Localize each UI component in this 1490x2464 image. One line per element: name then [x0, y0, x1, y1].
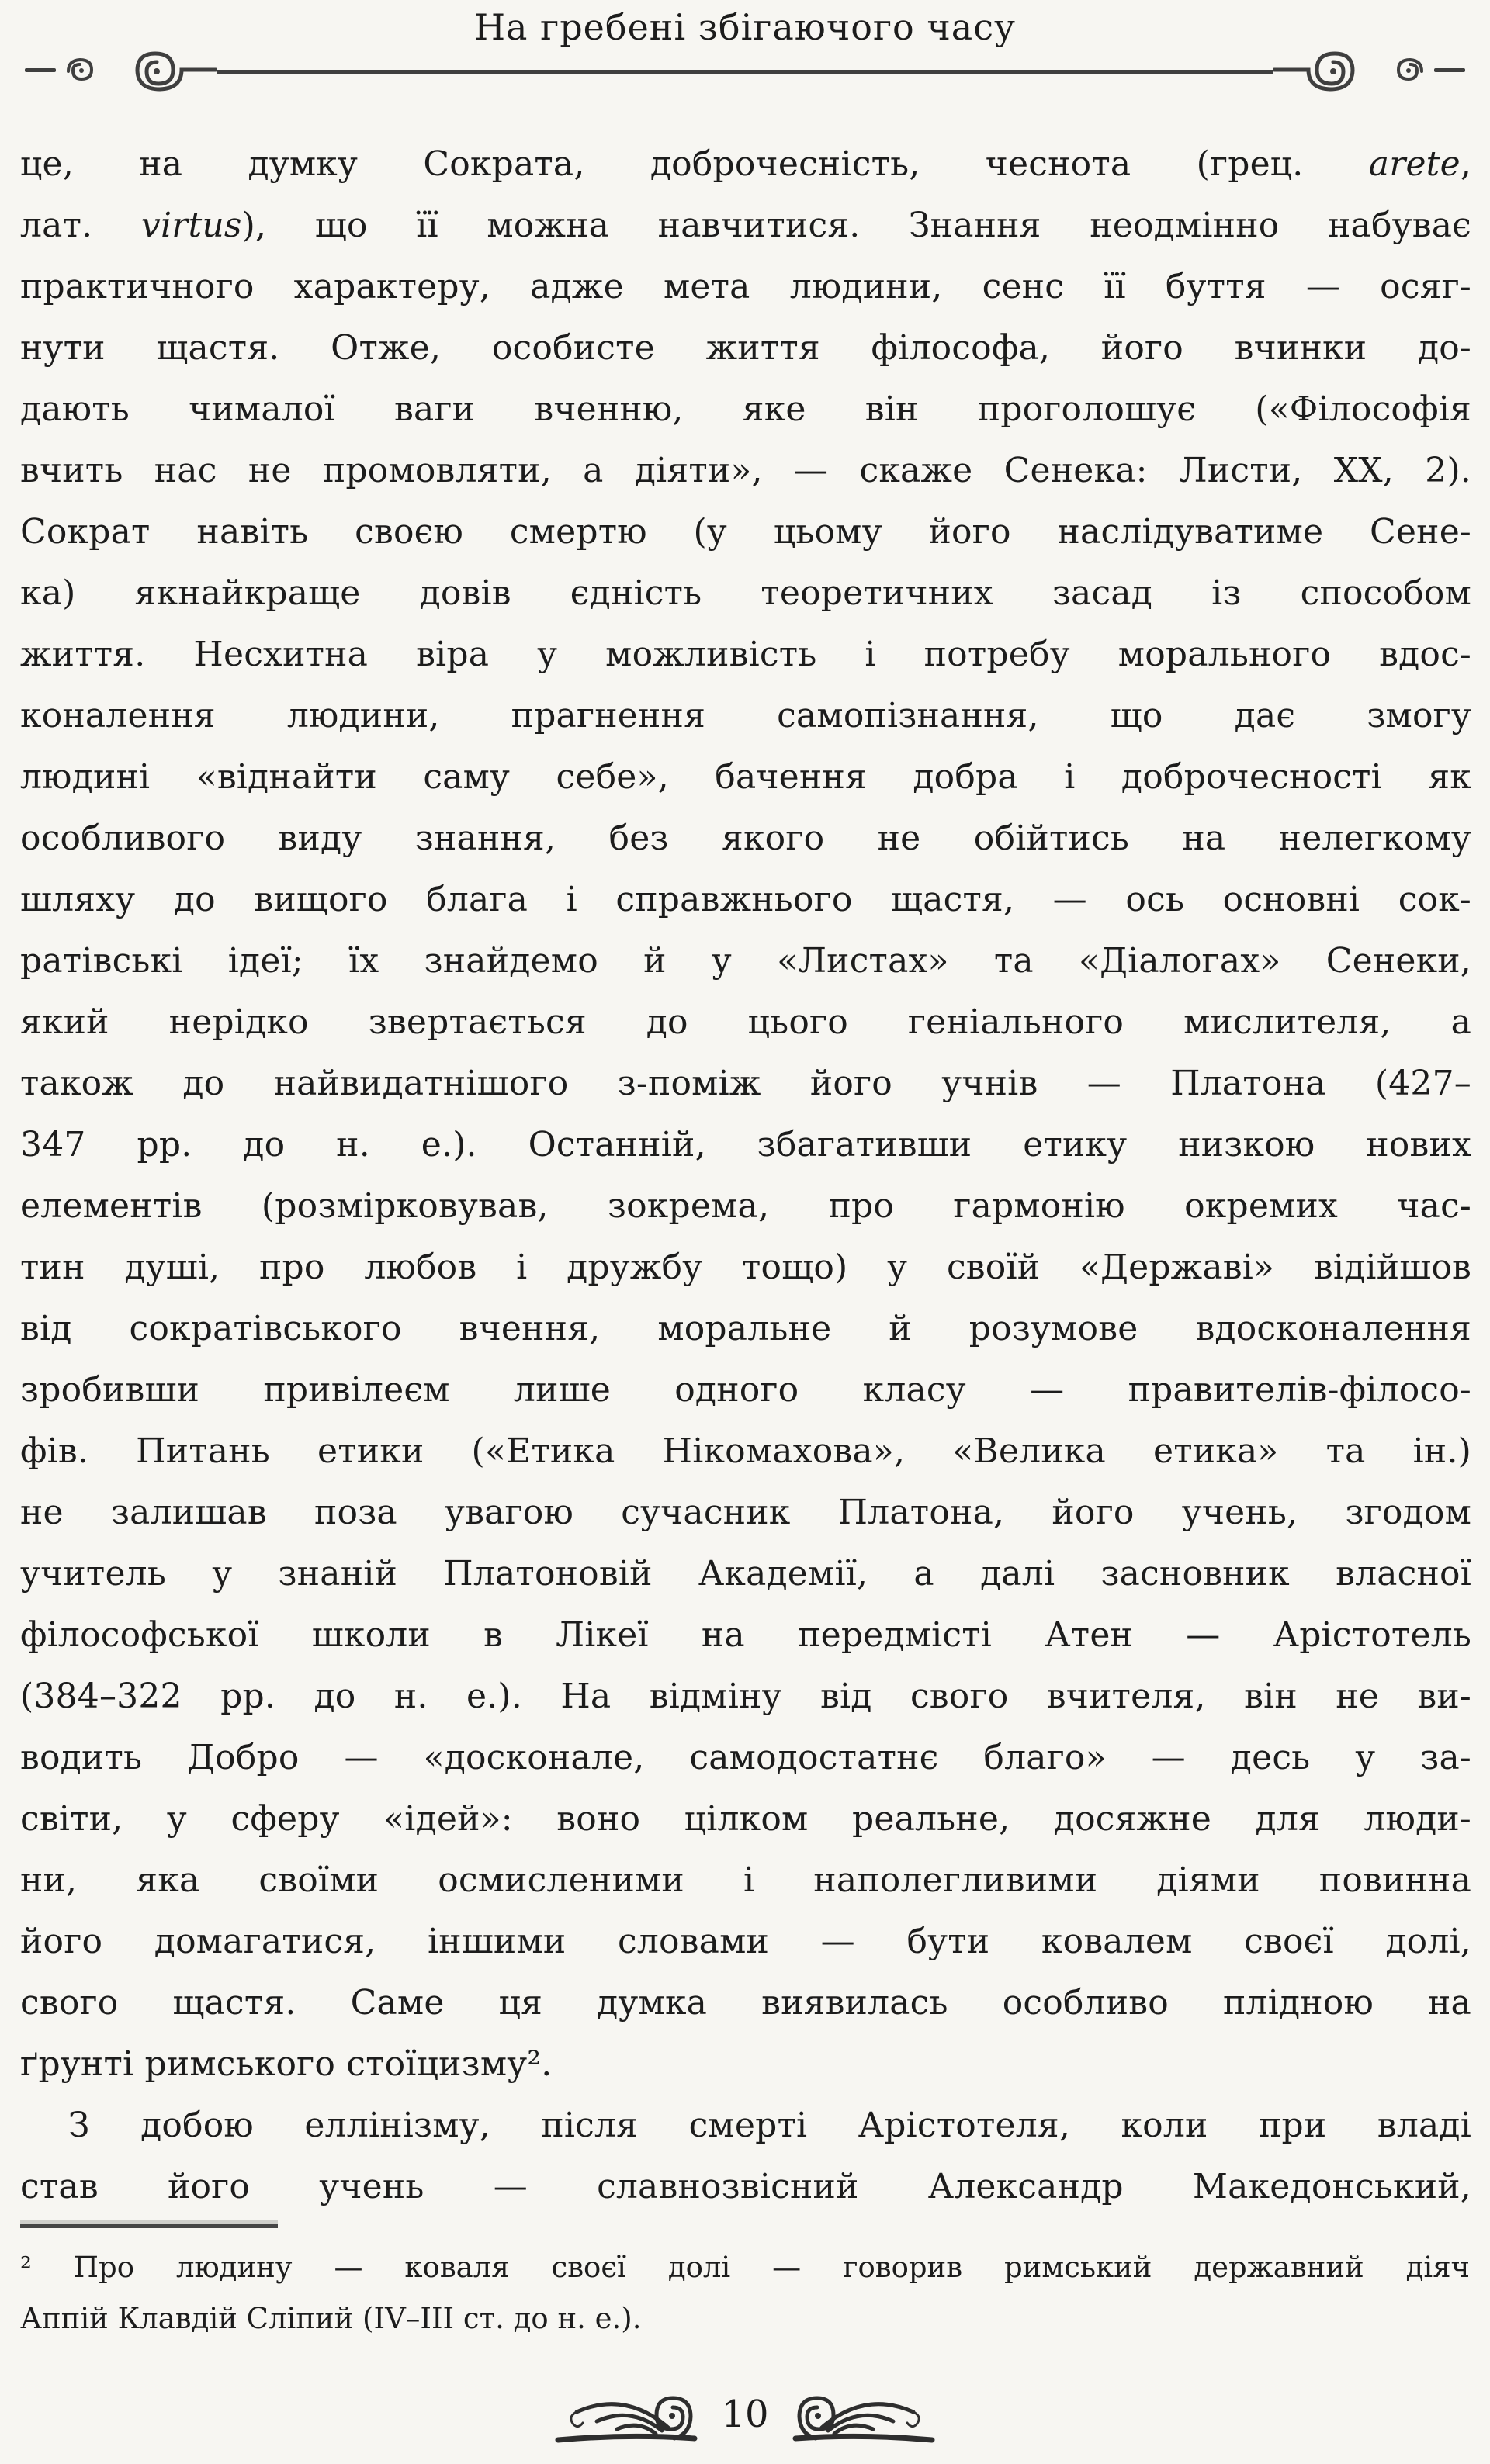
- body-line: став його учень — славнозвісний Александр Македонський,: [20, 2167, 1471, 2206]
- body-line: який нерідко звертається до цього геніального мислителя, а: [20, 1002, 1471, 1042]
- body-line: не залишав поза увагою сучасник Платона, його учень, згодом: [20, 1493, 1471, 1532]
- body-line: зробивши привілеєм лише одного класу — правителів-філосо-: [20, 1370, 1471, 1410]
- body-text: [20, 133, 1471, 2217]
- body-line: вчить нас не промовляти, а діяти», — скаже Сенека: Листи, XX, 2).: [20, 451, 1471, 490]
- header-rule: [23, 48, 1467, 95]
- body-line: світи, у сферу «ідей»: воно цілком реальне, досяжне для люди-: [20, 1799, 1471, 1839]
- body-line: (384–322 рр. до н. е.). На відміну від свого вчителя, він не ви-: [20, 1677, 1471, 1716]
- footnote-rule: [20, 2220, 278, 2228]
- page-footer: [0, 2376, 1490, 2453]
- footnote-line: ² Про людину — коваля своєї долі — говорив римський державний діяч: [20, 2251, 1470, 2284]
- body-line: шляху до вищого блага і справжнього щастя, — ось основні сок-: [20, 880, 1471, 919]
- footnote: [20, 2242, 1470, 2345]
- body-line: ратівські ідеї; їх знайдемо й у «Листах» та «Діалогах» Сенеки,: [20, 941, 1471, 981]
- body-line: від сократівського вчення, моральне й розумове вдосконалення: [20, 1309, 1471, 1348]
- body-line: нути щастя. Отже, особисте життя філософа, його вчинки до-: [20, 328, 1471, 368]
- body-line: ка) якнайкраще довів єдність теоретичних засад із способом: [20, 573, 1471, 613]
- body-line: коналення людини, прагнення самопізнання, що дає змогу: [20, 696, 1471, 735]
- body-line: філософської школи в Лікеї на передмісті Атен — Арістотель: [20, 1615, 1471, 1655]
- body-line: ґрунті римського стоїцизму².: [20, 2044, 553, 2084]
- body-line: елементів (розмірковував, зокрема, про гармонію окремих час-: [20, 1186, 1471, 1226]
- body-line: також до найвидатнішого з-поміж його учнів — Платона (427–: [20, 1064, 1471, 1103]
- body-line: ни, яка своїми осмисленими і наполегливими діями повинна: [20, 1860, 1471, 1900]
- body-line: фів. Питань етики («Етика Нікомахова», «Велика етика» та ін.): [20, 1431, 1471, 1471]
- body-line: дають чималої ваги вченню, яке він проголошує («Філософія: [20, 389, 1471, 429]
- body-line: Сократ навіть своєю смертю (у цьому його наслідуватиме Сене-: [20, 512, 1471, 552]
- body-line: водить Добро — «досконале, самодостатнє благо» — десь у за-: [20, 1738, 1471, 1777]
- body-line: свого щастя. Саме ця думка виявилась особливо плідною на: [20, 1983, 1471, 2023]
- page-title: На гребені збігаючого часу: [473, 6, 1017, 48]
- body-line: учитель у знаній Платоновій Академії, а далі засновник власної: [20, 1554, 1471, 1594]
- body-line: З добою еллінізму, після смерті Арістотеля, коли при владі: [68, 2106, 1471, 2145]
- body-line: 347 рр. до н. е.). Останній, збагативши етику низкою нових: [20, 1125, 1471, 1165]
- spiral-flourish-icon: [1273, 48, 1467, 95]
- body-line: життя. Несхитна віра у можливість і потребу морального вдос-: [20, 635, 1471, 674]
- body-line: це, на думку Сократа, доброчесність, чеснота (грец. arete,: [20, 144, 1471, 184]
- body-line: людині «віднайти саму себе», бачення добра і доброчесності як: [20, 757, 1471, 797]
- page-number: 10: [721, 2393, 769, 2436]
- footnote-line: Аппій Клавдій Сліпий (IV–III ст. до н. е.).: [20, 2302, 642, 2335]
- spiral-flourish-icon: [23, 48, 217, 95]
- body-line: лат. virtus), що її можна навчитися. Знання неодмінно набуває: [20, 206, 1471, 245]
- leaf-spiral-flourish-icon: [789, 2379, 937, 2449]
- leaf-spiral-flourish-icon: [553, 2379, 701, 2449]
- body-line: особливого виду знання, без якого не обійтись на нелегкому: [20, 818, 1471, 858]
- body-line: його домагатися, іншими словами — бути ковалем своєї долі,: [20, 1922, 1471, 1961]
- body-line: тин душі, про любов і дружбу тощо) у своїй «Державі» відійшов: [20, 1248, 1471, 1287]
- header-rule-line: [217, 70, 1273, 74]
- body-line: практичного характеру, адже мета людини, сенс її буття — осяг-: [20, 267, 1471, 306]
